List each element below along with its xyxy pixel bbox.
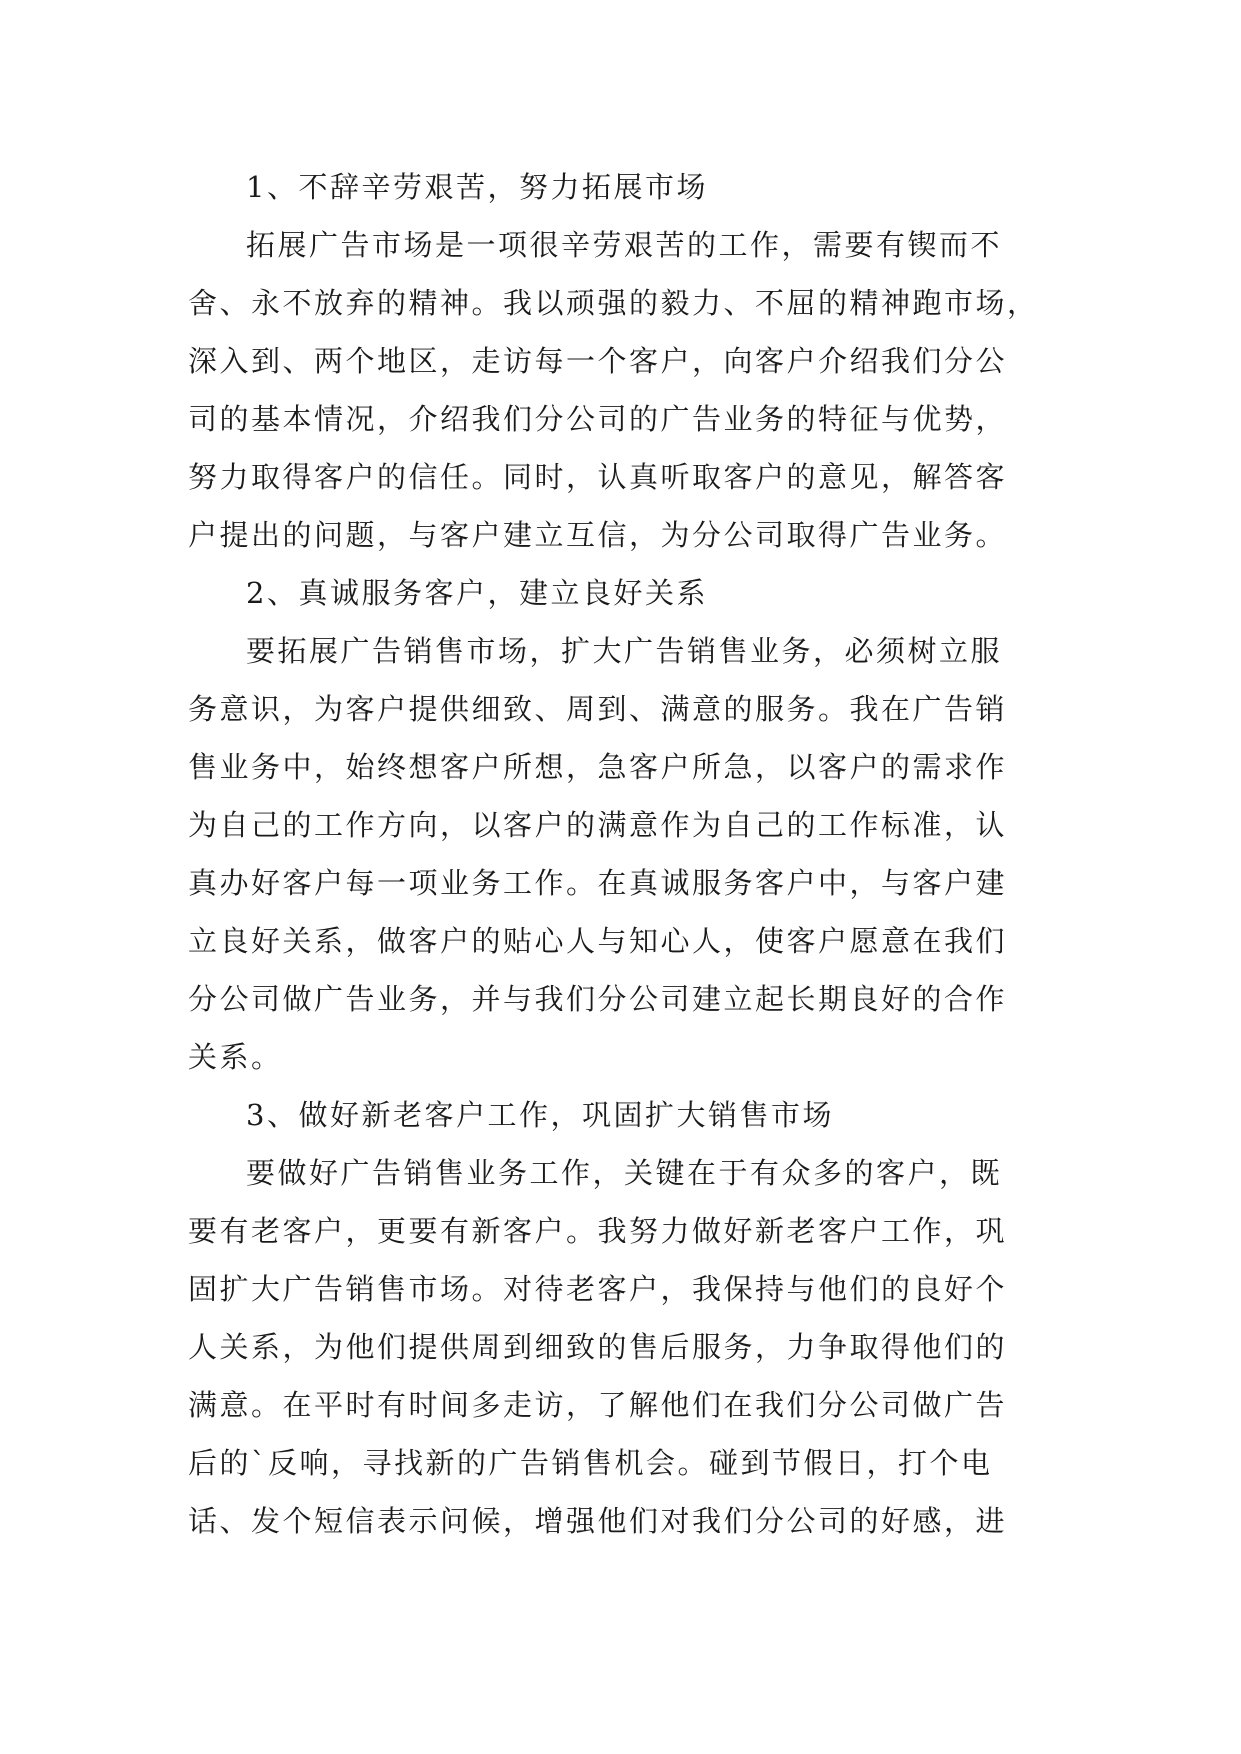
paragraph-line: 拓展广告市场是一项很辛劳艰苦的工作，需要有锲而不 <box>246 228 1003 262</box>
paragraph-line: 努力取得客户的信任。同时，认真听取客户的意见，解答客 <box>188 460 1008 494</box>
heading-3: 3、做好新老客户工作，巩固扩大销售市场 <box>246 1098 834 1132</box>
paragraph-line: 关系。 <box>188 1040 283 1074</box>
paragraph-line: 司的基本情况，介绍我们分公司的广告业务的特征与优势， <box>188 402 1008 436</box>
paragraph-line: 立良好关系，做客户的贴心人与知心人，使客户愿意在我们 <box>188 924 1008 958</box>
paragraph-line: 满意。在平时有时间多走访，了解他们在我们分公司做广告 <box>188 1388 1008 1422</box>
paragraph-line: 户提出的问题，与客户建立互信，为分公司取得广告业务。 <box>188 518 1008 552</box>
paragraph-line: 要拓展广告销售市场，扩大广告销售业务，必须树立服 <box>246 634 1003 668</box>
paragraph-line: 固扩大广告销售市场。对待老客户，我保持与他们的良好个 <box>188 1272 1008 1306</box>
paragraph-line: 真办好客户每一项业务工作。在真诚服务客户中，与客户建 <box>188 866 1008 900</box>
paragraph-line: 深入到、两个地区，走访每一个客户，向客户介绍我们分公 <box>188 344 1008 378</box>
paragraph-line: 务意识，为客户提供细致、周到、满意的服务。我在广告销 <box>188 692 1008 726</box>
paragraph-line: 为自己的工作方向，以客户的满意作为自己的工作标准，认 <box>188 808 1008 842</box>
heading-1: 1、不辞辛劳艰苦，努力拓展市场 <box>246 170 708 204</box>
paragraph-line: 人关系，为他们提供周到细致的售后服务，力争取得他们的 <box>188 1330 1008 1364</box>
paragraph-line: 话、发个短信表示问候，增强他们对我们分公司的好感，进 <box>188 1504 1008 1538</box>
heading-2: 2、真诚服务客户，建立良好关系 <box>246 576 708 610</box>
paragraph-line: 分公司做广告业务，并与我们分公司建立起长期良好的合作 <box>188 982 1008 1016</box>
paragraph-line: 后的`反响，寻找新的广告销售机会。碰到节假日，打个电 <box>188 1446 993 1480</box>
paragraph-line: 要有老客户，更要有新客户。我努力做好新老客户工作，巩 <box>188 1214 1008 1248</box>
paragraph-line: 要做好广告销售业务工作，关键在于有众多的客户，既 <box>246 1156 1003 1190</box>
paragraph-line: 售业务中，始终想客户所想，急客户所急，以客户的需求作 <box>188 750 1008 784</box>
paragraph-line: 舍、永不放弃的精神。我以顽强的毅力、不屈的精神跑市场， <box>188 286 1039 320</box>
document-body <box>188 158 1058 1550</box>
